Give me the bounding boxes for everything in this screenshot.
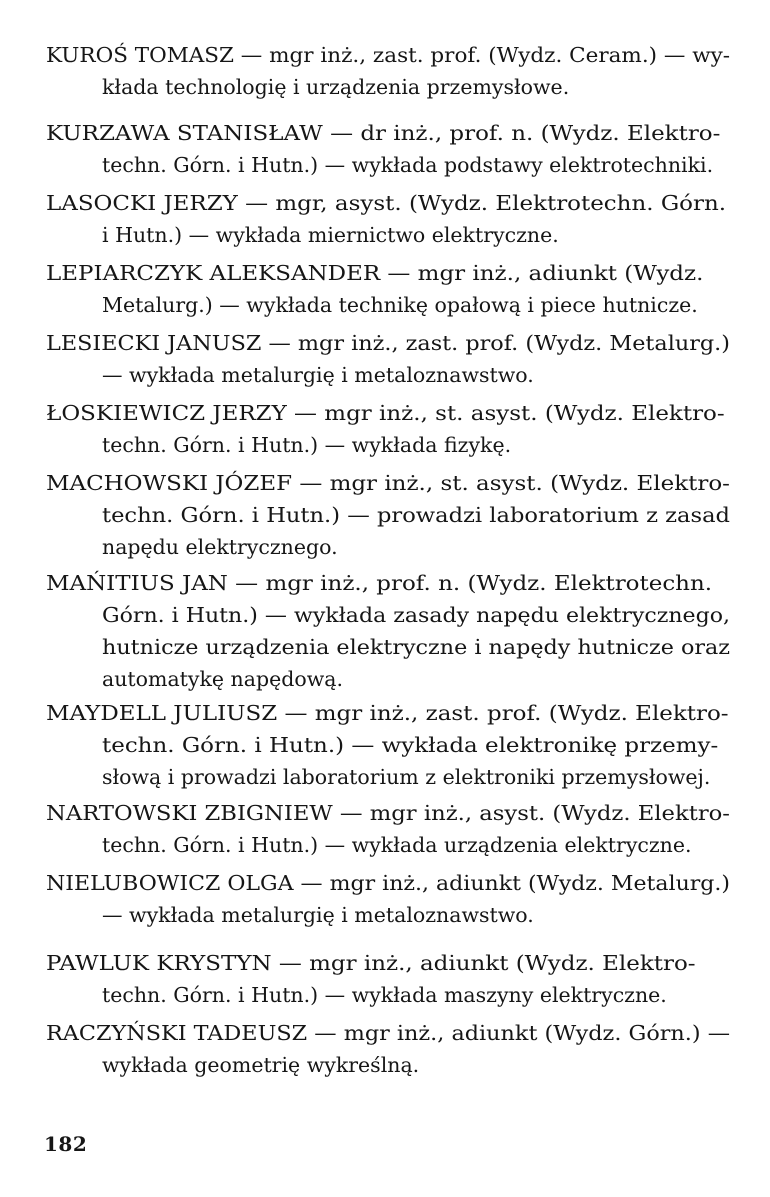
- entry-line-text: — wykłada metalurgię i metaloznawstwo.: [102, 903, 534, 927]
- entry-continuation-line: [0, 150, 770, 180]
- entry-line-text: — wykłada metalurgię i metaloznawstwo.: [102, 363, 534, 387]
- entry-line-text: wykłada geometrię wykreślną.: [102, 1053, 420, 1077]
- entry-continuation-line: [0, 632, 770, 662]
- entry-first-line: [0, 798, 770, 828]
- entry-line-text: LESIECKI JANUSZ — mgr inż., zast. prof. (Wydz. Metalurg.): [46, 331, 730, 355]
- entry-continuation-line: [0, 220, 770, 250]
- entry-first-line: [0, 698, 770, 728]
- entry-continuation-line: [0, 600, 770, 630]
- entry-line-text: NARTOWSKI ZBIGNIEW — mgr inż., asyst. (Wydz. Elektro-: [46, 801, 730, 825]
- entry-line-text: MACHOWSKI JÓZEF — mgr inż., st. asyst. (Wydz. Elektro-: [46, 471, 730, 495]
- entry-first-line: [0, 188, 770, 218]
- entry-line-text: techn. Górn. i Hutn.) — wykłada urządzenia elektryczne.: [102, 833, 692, 857]
- entry-line-text: Górn. i Hutn.) — wykłada zasady napędu elektrycznego,: [102, 603, 730, 627]
- entry-line-text: techn. Górn. i Hutn.) — prowadzi laboratorium z zasad: [102, 503, 730, 527]
- entry-continuation-line: [0, 290, 770, 320]
- entry-first-line: [0, 258, 770, 288]
- entry-continuation-line: [0, 730, 770, 760]
- entry-first-line: [0, 1018, 770, 1048]
- entry-line-text: techn. Górn. i Hutn.) — wykłada maszyny elektryczne.: [102, 983, 667, 1007]
- entry-first-line: [0, 948, 770, 978]
- entry-line-text: MAYDELL JULIUSZ — mgr inż., zast. prof. (Wydz. Elektro-: [46, 701, 729, 725]
- entry-line-text: napędu elektrycznego.: [102, 535, 338, 559]
- entry-first-line: [0, 868, 770, 898]
- entry-continuation-line: [0, 980, 770, 1010]
- entry-line-text: i Hutn.) — wykłada miernictwo elektryczne.: [102, 223, 559, 247]
- entry-line-text: PAWLUK KRYSTYN — mgr inż., adiunkt (Wydz. Elektro-: [46, 951, 696, 975]
- entry-line-text: techn. Górn. i Hutn.) — wykłada elektronikę przemy-: [102, 733, 719, 757]
- entry-line-text: KURZAWA STANISŁAW — dr inż., prof. n. (Wydz. Elektro-: [46, 121, 721, 145]
- entry-line-text: LEPIARCZYK ALEKSANDER — mgr inż., adiunkt (Wydz.: [46, 261, 704, 285]
- entry-first-line: [0, 468, 770, 498]
- entry-line-text: słową i prowadzi laboratorium z elektroniki przemysłowej.: [102, 765, 711, 789]
- entry-line-text: automatykę napędową.: [102, 667, 343, 691]
- entry-first-line: [0, 398, 770, 428]
- entry-continuation-line: [0, 664, 770, 694]
- entry-line-text: Metalurg.) — wykłada technikę opałową i piece hutnicze.: [102, 293, 698, 317]
- entry-continuation-line: [0, 430, 770, 460]
- entry-continuation-line: [0, 762, 770, 792]
- page-number: 182: [44, 1132, 88, 1156]
- entry-continuation-line: [0, 900, 770, 930]
- entry-line-text: hutnicze urządzenia elektryczne i napędy hutnicze oraz: [102, 635, 730, 659]
- entry-line-text: kłada technologię i urządzenia przemysłowe.: [102, 75, 570, 99]
- entry-line-text: RACZYŃSKI TADEUSZ — mgr inż., adiunkt (Wydz. Górn.) —: [46, 1021, 731, 1045]
- entry-first-line: [0, 118, 770, 148]
- entry-continuation-line: [0, 1050, 770, 1080]
- entry-line-text: NIELUBOWICZ OLGA — mgr inż., adiunkt (Wydz. Metalurg.): [46, 871, 731, 895]
- entry-line-text: techn. Górn. i Hutn.) — wykłada podstawy elektrotechniki.: [102, 153, 714, 177]
- entry-line-text: techn. Górn. i Hutn.) — wykłada fizykę.: [102, 433, 512, 457]
- entry-first-line: [0, 40, 770, 70]
- entry-line-text: KUROŚ TOMASZ — mgr inż., zast. prof. (Wydz. Ceram.) — wy-: [46, 43, 731, 67]
- entry-line-text: MAŃITIUS JAN — mgr inż., prof. n. (Wydz. Elektrotechn.: [46, 571, 713, 595]
- entry-line-text: ŁOSKIEWICZ JERZY — mgr inż., st. asyst. (Wydz. Elektro-: [46, 401, 725, 425]
- entry-first-line: [0, 328, 770, 358]
- entry-line-text: LASOCKI JERZY — mgr, asyst. (Wydz. Elektrotechn. Górn.: [46, 191, 727, 215]
- entry-continuation-line: [0, 72, 770, 102]
- entry-continuation-line: [0, 532, 770, 562]
- entry-continuation-line: [0, 830, 770, 860]
- entry-first-line: [0, 568, 770, 598]
- entry-continuation-line: [0, 360, 770, 390]
- entry-continuation-line: [0, 500, 770, 530]
